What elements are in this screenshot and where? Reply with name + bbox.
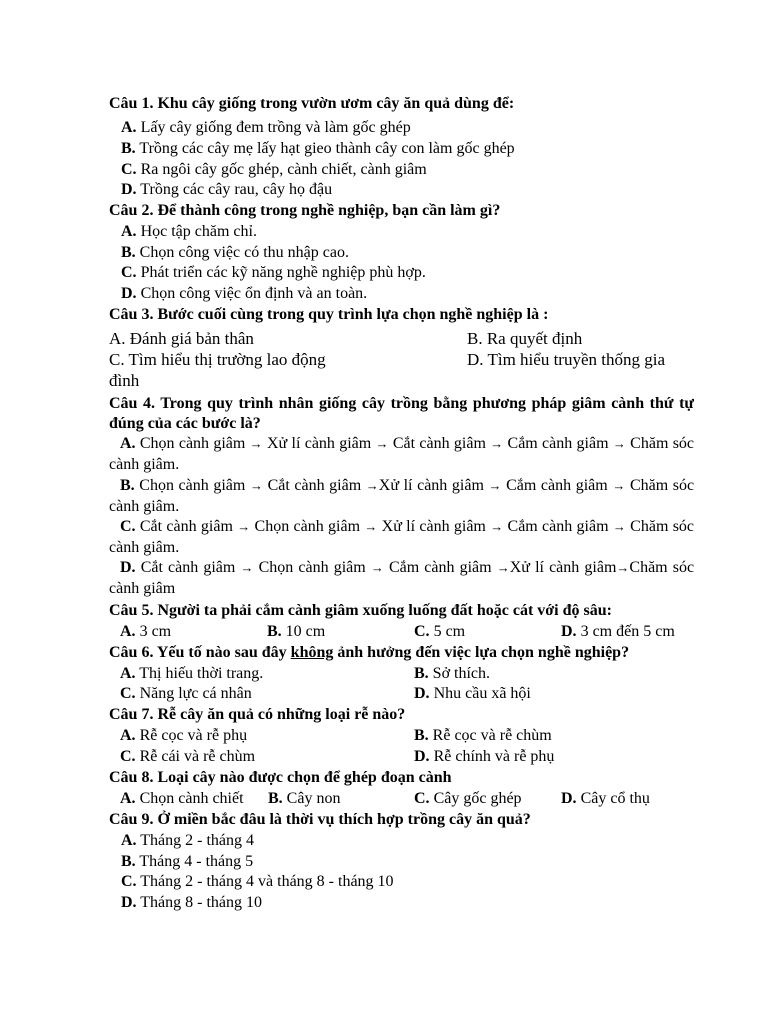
q1-option-d	[121, 180, 332, 200]
arrow-icon: →	[249, 436, 263, 451]
q8-option-c	[414, 789, 522, 809]
q7-option-d	[414, 747, 554, 767]
option-label: B.	[121, 244, 136, 261]
option-text: Nhu cầu xã hội	[433, 685, 531, 702]
option-label: B.	[121, 140, 136, 157]
q3-option-d: D. Tìm hiểu truyền thống gia	[467, 350, 665, 369]
q5-option-c	[414, 622, 465, 642]
q3-option-c: C. Tìm hiểu thị trường lao động	[109, 350, 326, 369]
question-7-title: Câu 7. Rễ cây ăn quả có những loại rễ nào?	[109, 706, 406, 723]
option-label: A.	[120, 665, 136, 682]
q2-option-a	[121, 222, 257, 242]
q6-option-b	[414, 664, 490, 684]
q5-option-a	[120, 622, 171, 642]
q2-option-b	[121, 243, 349, 263]
option-label: D.	[414, 685, 430, 702]
title-part: ảnh hưởng đến việc lựa chọn nghề nghiệp?	[333, 644, 630, 661]
arrow-icon: →	[488, 478, 502, 493]
option-text: 5 cm	[433, 623, 466, 640]
step: Cắt cành giâm	[392, 435, 486, 452]
option-text: 3 cm đến 5 cm	[580, 623, 675, 640]
option-text: Thị hiếu thời trang.	[139, 665, 264, 682]
q9-option-b	[121, 852, 253, 872]
arrow-icon: →	[249, 478, 263, 493]
option-label: A.	[121, 832, 137, 849]
q9-option-d	[121, 893, 262, 913]
question-6-title	[109, 643, 694, 663]
q1-option-c	[121, 160, 427, 180]
option-label: D.	[561, 623, 577, 640]
arrow-icon: →	[496, 560, 510, 575]
step: Chăm sóc cành giâm	[109, 559, 695, 597]
q8-option-a	[120, 789, 244, 809]
step: Chọn cành giâm	[139, 477, 246, 494]
step: Chọn cành giâm	[258, 559, 366, 576]
option-label: D.	[121, 285, 137, 302]
option-label: A.	[121, 119, 137, 136]
option-label: C.	[120, 685, 136, 702]
option-label: B.	[121, 853, 136, 870]
option-text: Tháng 8 - tháng 10	[140, 894, 263, 911]
option-label: C.	[121, 264, 137, 281]
arrow-icon: →	[240, 560, 254, 575]
q1-option-b	[121, 139, 515, 159]
option-text: Lấy cây giống đem trồng và làm gốc ghép	[140, 119, 411, 136]
option-label: A.	[120, 435, 136, 452]
q8-option-d	[561, 789, 650, 809]
option-text: Cây non	[286, 790, 341, 807]
q9-option-a	[121, 831, 254, 851]
option-text: Rễ cọc và rễ phụ	[139, 727, 248, 744]
step: Chăm sóc cành giâm.	[109, 518, 695, 556]
q6-option-a	[120, 664, 263, 684]
arrow-icon: →	[490, 436, 504, 451]
step: Chọn cành giâm	[139, 435, 246, 452]
option-text: Ra ngôi cây gốc ghép, cành chiết, cành giâm	[140, 161, 427, 178]
arrow-icon: →	[364, 519, 378, 534]
step: Cắm cành giâm	[507, 518, 609, 535]
arrow-icon: →	[612, 436, 626, 451]
option-text: Tháng 2 - tháng 4 và tháng 8 - tháng 10	[140, 873, 394, 890]
step: Cắm cành giâm	[507, 435, 609, 452]
option-text: 10 cm	[285, 623, 326, 640]
option-label: C.	[121, 161, 137, 178]
q7-option-c	[120, 747, 255, 767]
option-text: Rễ chính và rễ phụ	[433, 748, 555, 765]
q7-option-b	[414, 726, 552, 746]
q2-option-c	[121, 263, 426, 283]
question-3-title: Câu 3. Bước cuối cùng trong quy trình lựa chọn nghề nghiệp là :	[109, 306, 549, 323]
option-text: Trồng các cây mẹ lấy hạt gieo thành cây con làm gốc ghép	[139, 140, 515, 157]
arrow-icon: →	[370, 560, 384, 575]
option-text: 3 cm	[139, 623, 172, 640]
option-label: C.	[120, 748, 136, 765]
step: Chăm sóc cành giâm.	[109, 477, 695, 515]
arrow-icon: →	[237, 519, 251, 534]
arrow-icon: →	[616, 560, 630, 575]
q5-option-d	[561, 622, 675, 642]
option-text: Học tập chăm chỉ.	[140, 223, 257, 240]
option-label: D.	[414, 748, 430, 765]
step: Cắt cành giâm	[267, 477, 362, 494]
option-label: C.	[414, 623, 430, 640]
option-label: B.	[268, 790, 283, 807]
question-9-title: Câu 9. Ở miền bắc đâu là thời vụ thích hợp trồng cây ăn quả?	[109, 811, 531, 828]
step: Xử lí cành giâm	[378, 477, 484, 494]
arrow-icon: →	[365, 478, 379, 493]
option-label: C.	[120, 518, 136, 535]
title-part: Câu 6. Yếu tố nào sau đây	[109, 644, 291, 661]
option-label: C.	[414, 790, 430, 807]
q4-option-a	[109, 434, 694, 475]
step: Xử lí cành giâm	[266, 435, 372, 452]
question-8-title: Câu 8. Loại cây nào được chọn để ghép đoạn cành	[109, 769, 452, 786]
q4-option-c	[109, 517, 694, 558]
q8-option-b	[268, 789, 340, 809]
option-text: Phát triển các kỹ năng nghề nghiệp phù hợp.	[140, 264, 426, 281]
q2-option-d	[121, 284, 367, 304]
q3-option-b: B. Ra quyết định	[467, 329, 583, 348]
option-text: Chọn cành chiết	[139, 790, 244, 807]
step: Cắm cành giâm	[388, 559, 492, 576]
option-text: Năng lực cá nhân	[139, 685, 252, 702]
title-emphasis: không	[290, 644, 334, 661]
q4-option-b	[109, 476, 694, 517]
option-label: D.	[121, 181, 137, 198]
option-text: Trồng các cây rau, cây họ đậu	[140, 181, 333, 198]
q3-option-d-continued: đình	[109, 371, 140, 390]
option-label: C.	[121, 873, 137, 890]
question-1-title: Câu 1. Khu cây giống trong vườn ươm cây ăn quả dùng để:	[109, 95, 515, 112]
arrow-icon: →	[375, 436, 389, 451]
question-2-title: Câu 2. Để thành công trong nghề nghiệp, bạn cần làm gì?	[109, 202, 501, 219]
q6-option-d	[414, 684, 531, 704]
q1-option-a	[121, 118, 411, 138]
option-label: D.	[561, 790, 577, 807]
step: Chọn cành giâm	[254, 518, 361, 535]
arrow-icon: →	[612, 519, 626, 534]
option-label: B.	[267, 623, 282, 640]
option-label: B.	[120, 477, 135, 494]
q6-option-c	[120, 684, 252, 704]
option-label: B.	[414, 727, 429, 744]
q7-option-a	[120, 726, 247, 746]
option-label: A.	[120, 623, 136, 640]
question-5-title: Câu 5. Người ta phải cắm cành giâm xuống luống đất hoặc cát với độ sâu:	[109, 602, 612, 619]
step: Cắt cành giâm	[140, 559, 236, 576]
option-label: A.	[120, 790, 136, 807]
option-label: D.	[120, 559, 136, 576]
option-text: Cây cổ thụ	[580, 790, 650, 807]
step: Xử lí cành giâm	[509, 559, 617, 576]
option-text: Rễ cái và rễ chùm	[139, 748, 256, 765]
option-text: Tháng 4 - tháng 5	[139, 853, 254, 870]
q9-option-c	[121, 872, 394, 892]
option-label: B.	[414, 665, 429, 682]
step: Chăm sóc cành giâm.	[109, 435, 695, 473]
step: Cắm cành giâm	[506, 477, 608, 494]
option-text: Chọn công việc ổn định và an toàn.	[140, 285, 368, 302]
q5-option-b	[267, 622, 325, 642]
option-label: D.	[121, 894, 137, 911]
option-text: Chọn công việc có thu nhập cao.	[139, 244, 349, 261]
option-text: Tháng 2 - tháng 4	[140, 832, 255, 849]
option-text: Cây gốc ghép	[433, 790, 522, 807]
q4-option-d	[109, 558, 694, 599]
option-text: Sở thích.	[432, 665, 491, 682]
option-label: A.	[121, 223, 137, 240]
arrow-icon: →	[612, 478, 626, 493]
step: Xử lí cành giâm	[381, 518, 486, 535]
option-label: A.	[120, 727, 136, 744]
arrow-icon: →	[490, 519, 504, 534]
step: Cắt cành giâm	[139, 518, 233, 535]
question-4-title: Câu 4. Trong quy trình nhân giống cây trồng bằng phương pháp giâm cành thứ tự đúng của các bước là?	[109, 395, 694, 432]
option-text: Rễ cọc và rễ chùm	[432, 727, 552, 744]
q3-option-a: A. Đánh giá bản thân	[109, 329, 254, 348]
